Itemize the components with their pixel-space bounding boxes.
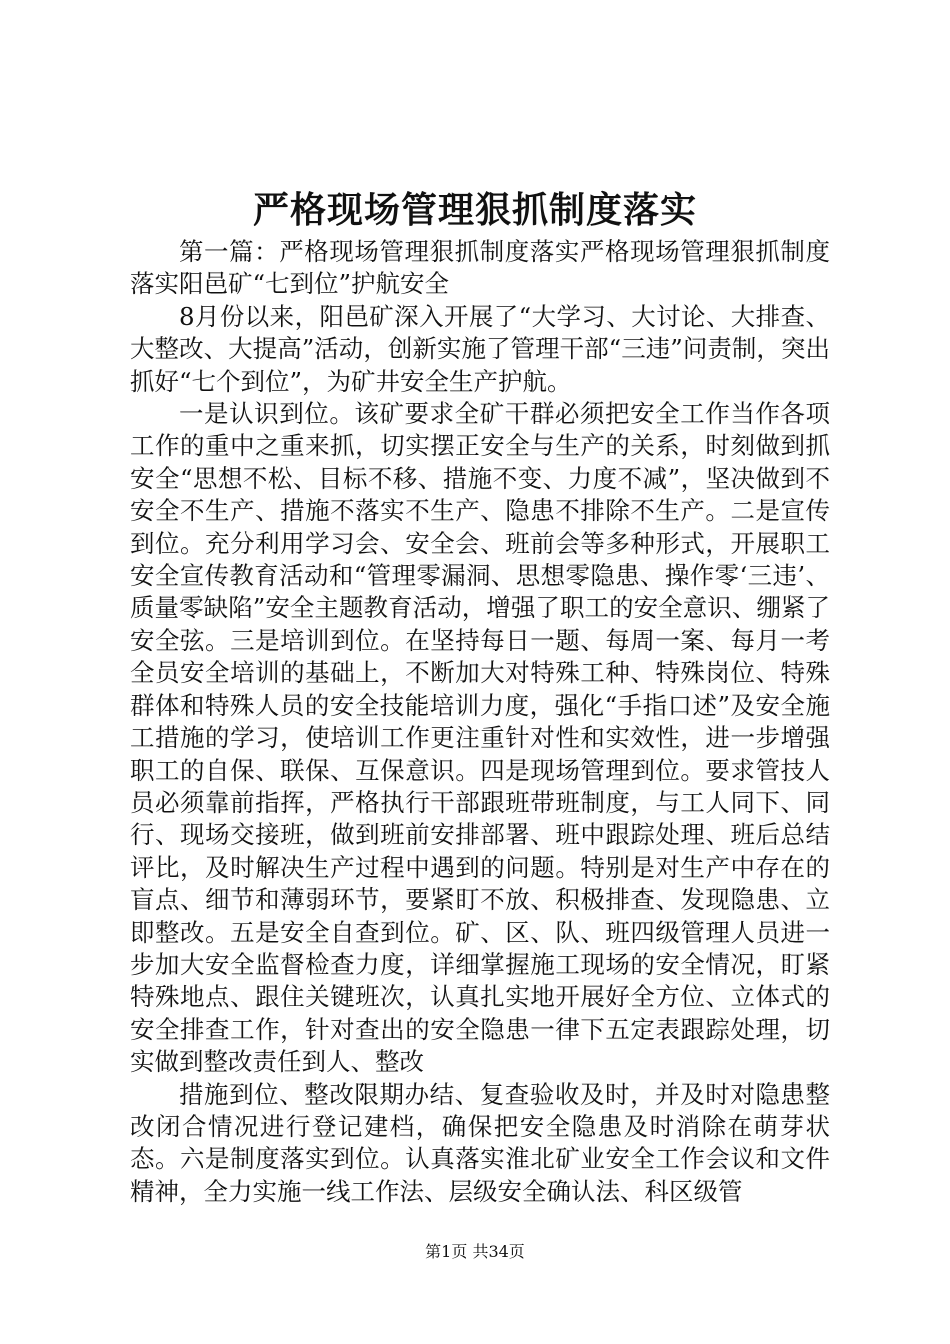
paragraph-main: 一是认识到位。该矿要求全矿干群必须把安全工作当作各项工作的重中之重来抓，切实摆正安全与生产的关系，时刻做到抓安全“思想不松、目标不移、措施不变、力度不减”，坚决做到不安全不生产、措施不落实不生产、隐患不排除不生产。二是宣传到位。充分利用学习会、安全会、班前会等多种形式，开展职工安全宣传教育活动和“管理零漏洞、思想零隐患、操作零‘三违’、质量零缺陷”安全主题教育活动，增强了职工的安全意识、绷紧了安全弦。三是培训到位。在坚持每日一题、每周一案、每月一考全员安全培训的基础上，不断加大对特殊工种、特殊岗位、特殊群体和特殊人员的安全技能培训力度，强化“手指口述”及安全施工措施的学习，使培训工作更注重针对性和实效性，进一步增强职工的自保、联保、互保意识。四是现场管理到位。要求管技人员必须靠前指挥，严格执行干部跟班带班制度，与工人同下、同行、现场交接班，做到班前安排部署、班中跟踪处理、班后总结评比，及时解决生产过程中遇到的问题。特别是对生产中存在的盲点、细节和薄弱环节，要紧盯不放、积极排查、发现隐患、立即整改。五是安全自查到位。矿、区、队、班四级管理人员进一步加大安全监督检查力度，详细掌握施工现场的安全情况，盯紧特殊地点、跟住关键班次，认真扎实地开展好全方位、立体式的安全排查工作，针对查出的安全隐患一律下五定表跟踪处理，切实做到整改责任到人、整改 [130,399,830,1077]
paragraph-continued: 措施到位、整改限期办结、复查验收及时，并及时对隐患整改闭合情况进行登记建档，确保把安全隐患及时消除在萌芽状态。六是制度落实到位。认真落实淮北矿业安全工作会议和文件精神，全力实施一线工作法、层级安全确认法、科区级管 [130,1079,830,1206]
paragraph-intro: 8月份以来，阳邑矿深入开展了“大学习、大讨论、大排查、大整改、大提高”活动，创新实施了管理干部“三违”问责制，突出抓好“七个到位”，为矿井安全生产护航。 [130,301,830,396]
page-footer: 第1页 共34页 [425,1242,525,1261]
paragraph-heading: 第一篇：严格现场管理狠抓制度落实严格现场管理狠抓制度落实阳邑矿“七到位”护航安全 [130,237,830,299]
document-body [130,236,830,1208]
document-title: 严格现场管理狠抓制度落实 [252,189,697,231]
